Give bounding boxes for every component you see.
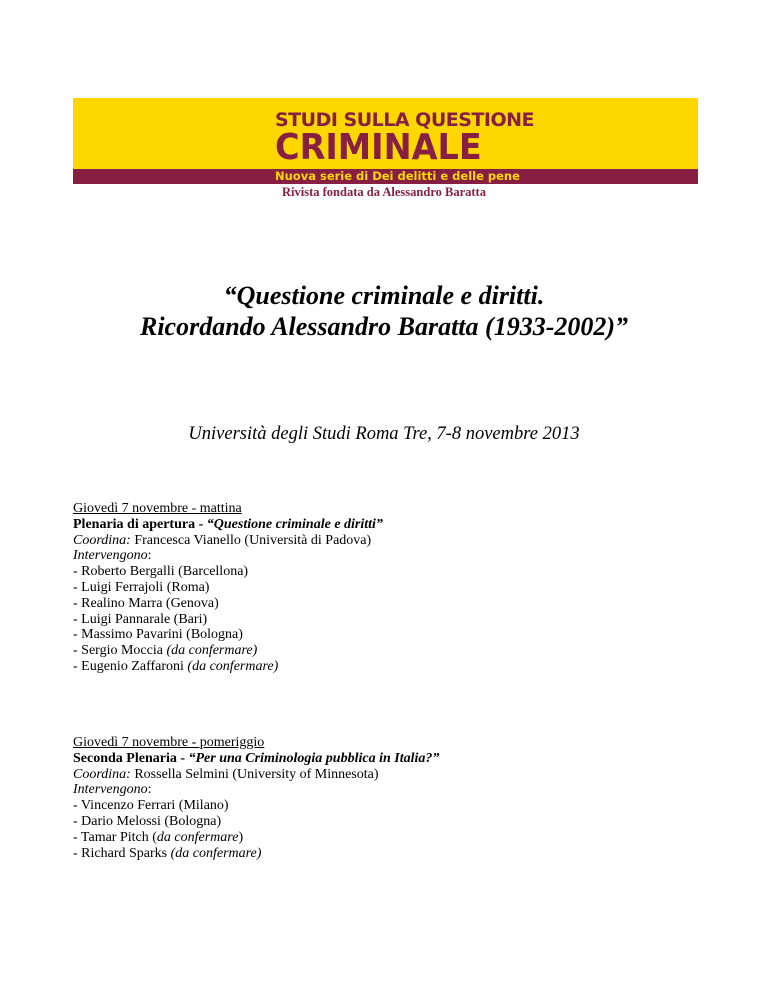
speakers-heading [73, 782, 723, 798]
list-item [73, 564, 723, 580]
speaker-text: - Eugenio Zaffaroni [73, 658, 188, 674]
list-item [73, 846, 723, 862]
list-item [73, 612, 723, 628]
session-label: Plenaria di apertura - [73, 516, 207, 532]
speaker-text: - Realino Marra (Genova) [73, 595, 219, 611]
speaker-note: da confermare [156, 829, 239, 845]
speakers-label: Intervengono [73, 782, 148, 798]
speaker-text: - Massimo Pavarini (Bologna) [73, 627, 243, 643]
founded-by: Rivista fondata da Alessandro Baratta [282, 185, 486, 199]
coord-label: Coordina: [73, 766, 131, 782]
list-item [73, 798, 723, 814]
speaker-text: - Vincenzo Ferrari (Milano) [73, 798, 229, 814]
list-item [73, 830, 723, 846]
session-topic: “Questione criminale e diritti” [206, 516, 383, 532]
speakers-colon: : [147, 782, 152, 798]
venue-date: Università degli Studi Roma Tre, 7-8 novembre 2013 [188, 424, 580, 444]
speaker-text: - Tamar Pitch ( [73, 829, 157, 845]
speaker-note: (da confermare) [187, 658, 279, 674]
speakers-heading [73, 548, 723, 564]
speaker-note: (da confermare) [166, 643, 258, 659]
speakers-colon: : [147, 548, 152, 564]
speaker-text: - Luigi Ferrajoli (Roma) [73, 579, 210, 595]
speaker-after: ) [238, 829, 244, 845]
list-item [73, 659, 723, 675]
speaker-text: - Richard Sparks [73, 845, 171, 861]
journal-banner [73, 98, 698, 184]
banner-strip [73, 169, 698, 184]
session-1 [73, 501, 723, 675]
title-line2: Ricordando Alessandro Baratta (1933-2002)” [139, 312, 629, 341]
banner-title-line1: STUDI SULLA QUESTIONE [275, 109, 534, 131]
list-item [73, 596, 723, 612]
coord-value: Rossella Selmini (University of Minnesota) [130, 766, 379, 782]
speaker-text: - Luigi Pannarale (Bari) [73, 611, 208, 627]
session-date: Giovedì 7 novembre - pomeriggio [73, 735, 265, 750]
speakers-label: Intervengono [73, 548, 148, 564]
session-heading [73, 517, 723, 533]
speaker-text: - Dario Melossi (Bologna) [73, 813, 222, 829]
list-item [73, 643, 723, 659]
coordinator [73, 767, 723, 783]
banner-subtitle: Nuova serie di Dei delitti e delle pene [275, 169, 520, 183]
session-label: Seconda Plenaria - [73, 750, 189, 766]
speaker-text: - Sergio Moccia [73, 643, 167, 659]
list-item [73, 814, 723, 830]
list-item [73, 580, 723, 596]
coord-value: Francesca Vianello (Università di Padova) [130, 532, 372, 548]
conference-title [0, 280, 768, 342]
speaker-note: (da confermare) [170, 845, 262, 861]
coord-label: Coordina: [73, 532, 131, 548]
coordinator [73, 533, 723, 549]
banner-title-line2: CRIMINALE [275, 127, 482, 168]
title-line1: “Questione criminale e diritti. [223, 281, 545, 310]
session-2 [73, 735, 723, 861]
list-item [73, 627, 723, 643]
session-date: Giovedì 7 novembre - mattina [73, 501, 242, 516]
speaker-text: - Roberto Bergalli (Barcellona) [73, 564, 249, 580]
session-heading [73, 751, 723, 767]
session-topic: “Per una Criminologia pubblica in Italia?” [188, 750, 440, 766]
